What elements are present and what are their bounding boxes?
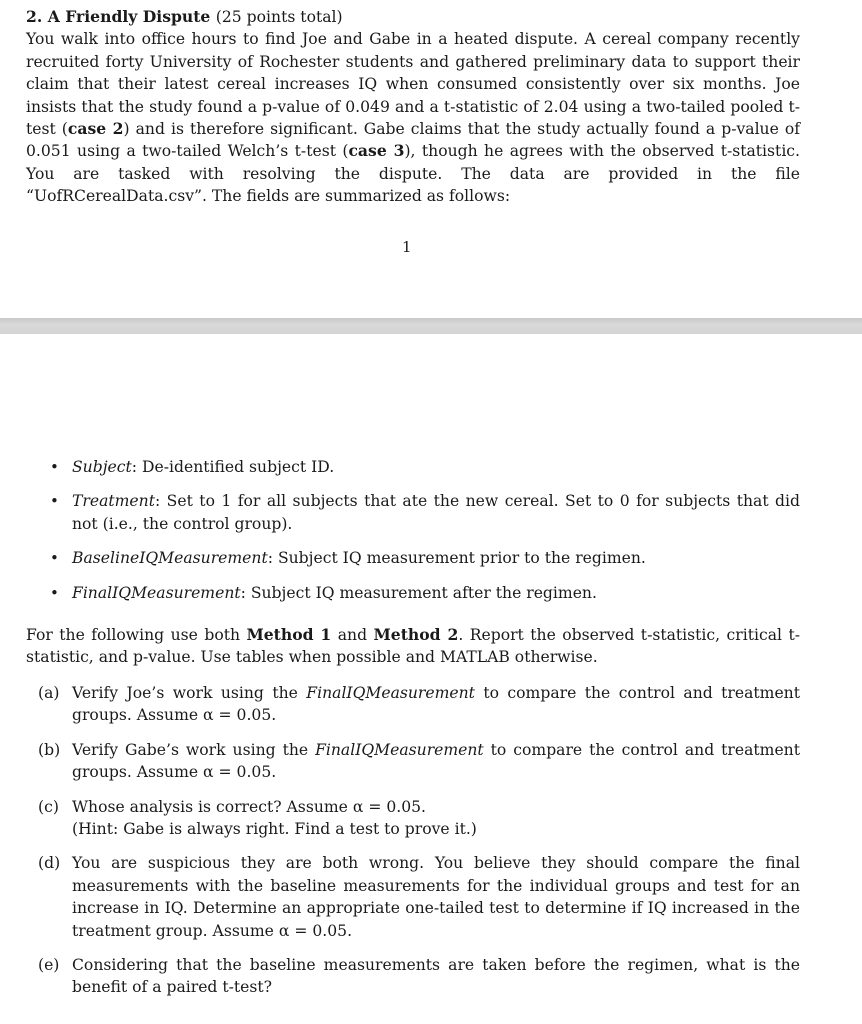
part-label: (a) xyxy=(38,684,60,702)
instructions-text-2: and xyxy=(331,626,374,644)
part-field: FinalIQMeasurement xyxy=(315,740,484,759)
bullet-icon: • xyxy=(50,458,59,476)
intro-text-2: ) and is therefore significant. Gabe claims that the study actually found a p-value of 0.051 using a two-tailed Welch’s t-test ( xyxy=(26,120,801,161)
problem-heading xyxy=(26,7,343,26)
page-number: 1 xyxy=(402,238,412,256)
part-label: (c) xyxy=(38,797,59,816)
part-label: (e) xyxy=(38,956,60,975)
problem-title: A Friendly Dispute xyxy=(47,7,211,26)
list-item xyxy=(48,490,800,535)
intro-text-1: You walk into office hours to find Joe and Gabe in a heated dispute. A cereal company recently recruited forty University of Rochester students and gathered preliminary data to support their claim that their latest cereal increases IQ when consumed consistently over six months. Joe insists that the study found a p-value of 0.049 and a t-statistic of 2.04 using a two-tailed pooled t-test ( xyxy=(26,30,800,139)
problem-intro xyxy=(26,6,800,208)
method-2-label: Method 2 xyxy=(373,625,459,644)
bullet-icon: • xyxy=(50,549,59,568)
bullet-icon: • xyxy=(50,583,59,602)
list-item xyxy=(48,456,800,478)
problem-number: 2. xyxy=(26,7,43,26)
method-1-label: Method 1 xyxy=(246,625,332,644)
problem-points: (25 points total) xyxy=(215,8,343,26)
instructions-text-3: . Report the observed t-statistic, critical t-statistic, and p-value. Use tables when possible and MATLAB otherwise. xyxy=(26,626,800,667)
field-name: Subject xyxy=(72,458,132,476)
field-name: Treatment xyxy=(72,492,155,511)
case-2-label: case 2 xyxy=(67,119,124,139)
field-desc: : Subject IQ measurement after the regimen. xyxy=(240,583,597,602)
question-parts xyxy=(38,682,800,1011)
field-list xyxy=(48,456,800,616)
intro-text-3: ), though he agrees with the observed t-statistic. You are tasked with resolving the dispute. The data are provided in the file “UofRCerealData.csv”. The fields are summarized as follows: xyxy=(26,142,800,206)
part-text: You are suspicious they are both wrong. You believe they should compare the final measurements with the baseline measurements for the individual groups and test for an increase in IQ. Determine an appropriate one-tailed test to determine if IQ increased in the treatment group. Assume α = 0.05. xyxy=(72,854,800,940)
part-text: Verify Joe’s work using the xyxy=(72,684,307,702)
field-name: BaselineIQMeasurement xyxy=(72,549,268,568)
part-b xyxy=(38,739,800,784)
field-desc: : Subject IQ measurement prior to the regimen. xyxy=(267,549,646,568)
part-text-2: to compare the control and treatment groups. Assume α = 0.05. xyxy=(72,684,800,725)
case-3-label: case 3 xyxy=(348,141,405,161)
page-1 xyxy=(0,0,862,318)
part-d xyxy=(38,852,800,942)
part-text: Verify Gabe’s work using the xyxy=(72,740,316,759)
part-a xyxy=(38,682,800,727)
part-label: (d) xyxy=(38,854,61,873)
part-field: FinalIQMeasurement xyxy=(306,684,475,702)
instructions xyxy=(26,624,800,669)
list-item xyxy=(48,547,800,569)
page-2 xyxy=(0,334,862,1024)
field-desc: : De-identified subject ID. xyxy=(131,458,335,476)
instructions-text-1: For the following use both xyxy=(26,626,247,644)
list-item xyxy=(48,582,800,604)
part-hint: (Hint: Gabe is always right. Find a test to prove it.) xyxy=(72,820,477,839)
field-desc: : Set to 1 for all subjects that ate the new cereal. Set to 0 for subjects that did not (i.e., the control group). xyxy=(72,492,800,533)
part-label: (b) xyxy=(38,740,61,759)
part-text-2: to compare the control and treatment groups. Assume α = 0.05. xyxy=(72,740,800,782)
field-name: FinalIQMeasurement xyxy=(72,583,241,602)
bullet-icon: • xyxy=(50,492,59,511)
part-c xyxy=(38,796,800,841)
part-text: Considering that the baseline measurements are taken before the regimen, what is the benefit of a paired t-test? xyxy=(72,956,800,997)
page-divider xyxy=(0,318,862,334)
part-text: Whose analysis is correct? Assume α = 0.05. xyxy=(72,797,427,816)
part-e xyxy=(38,954,800,999)
